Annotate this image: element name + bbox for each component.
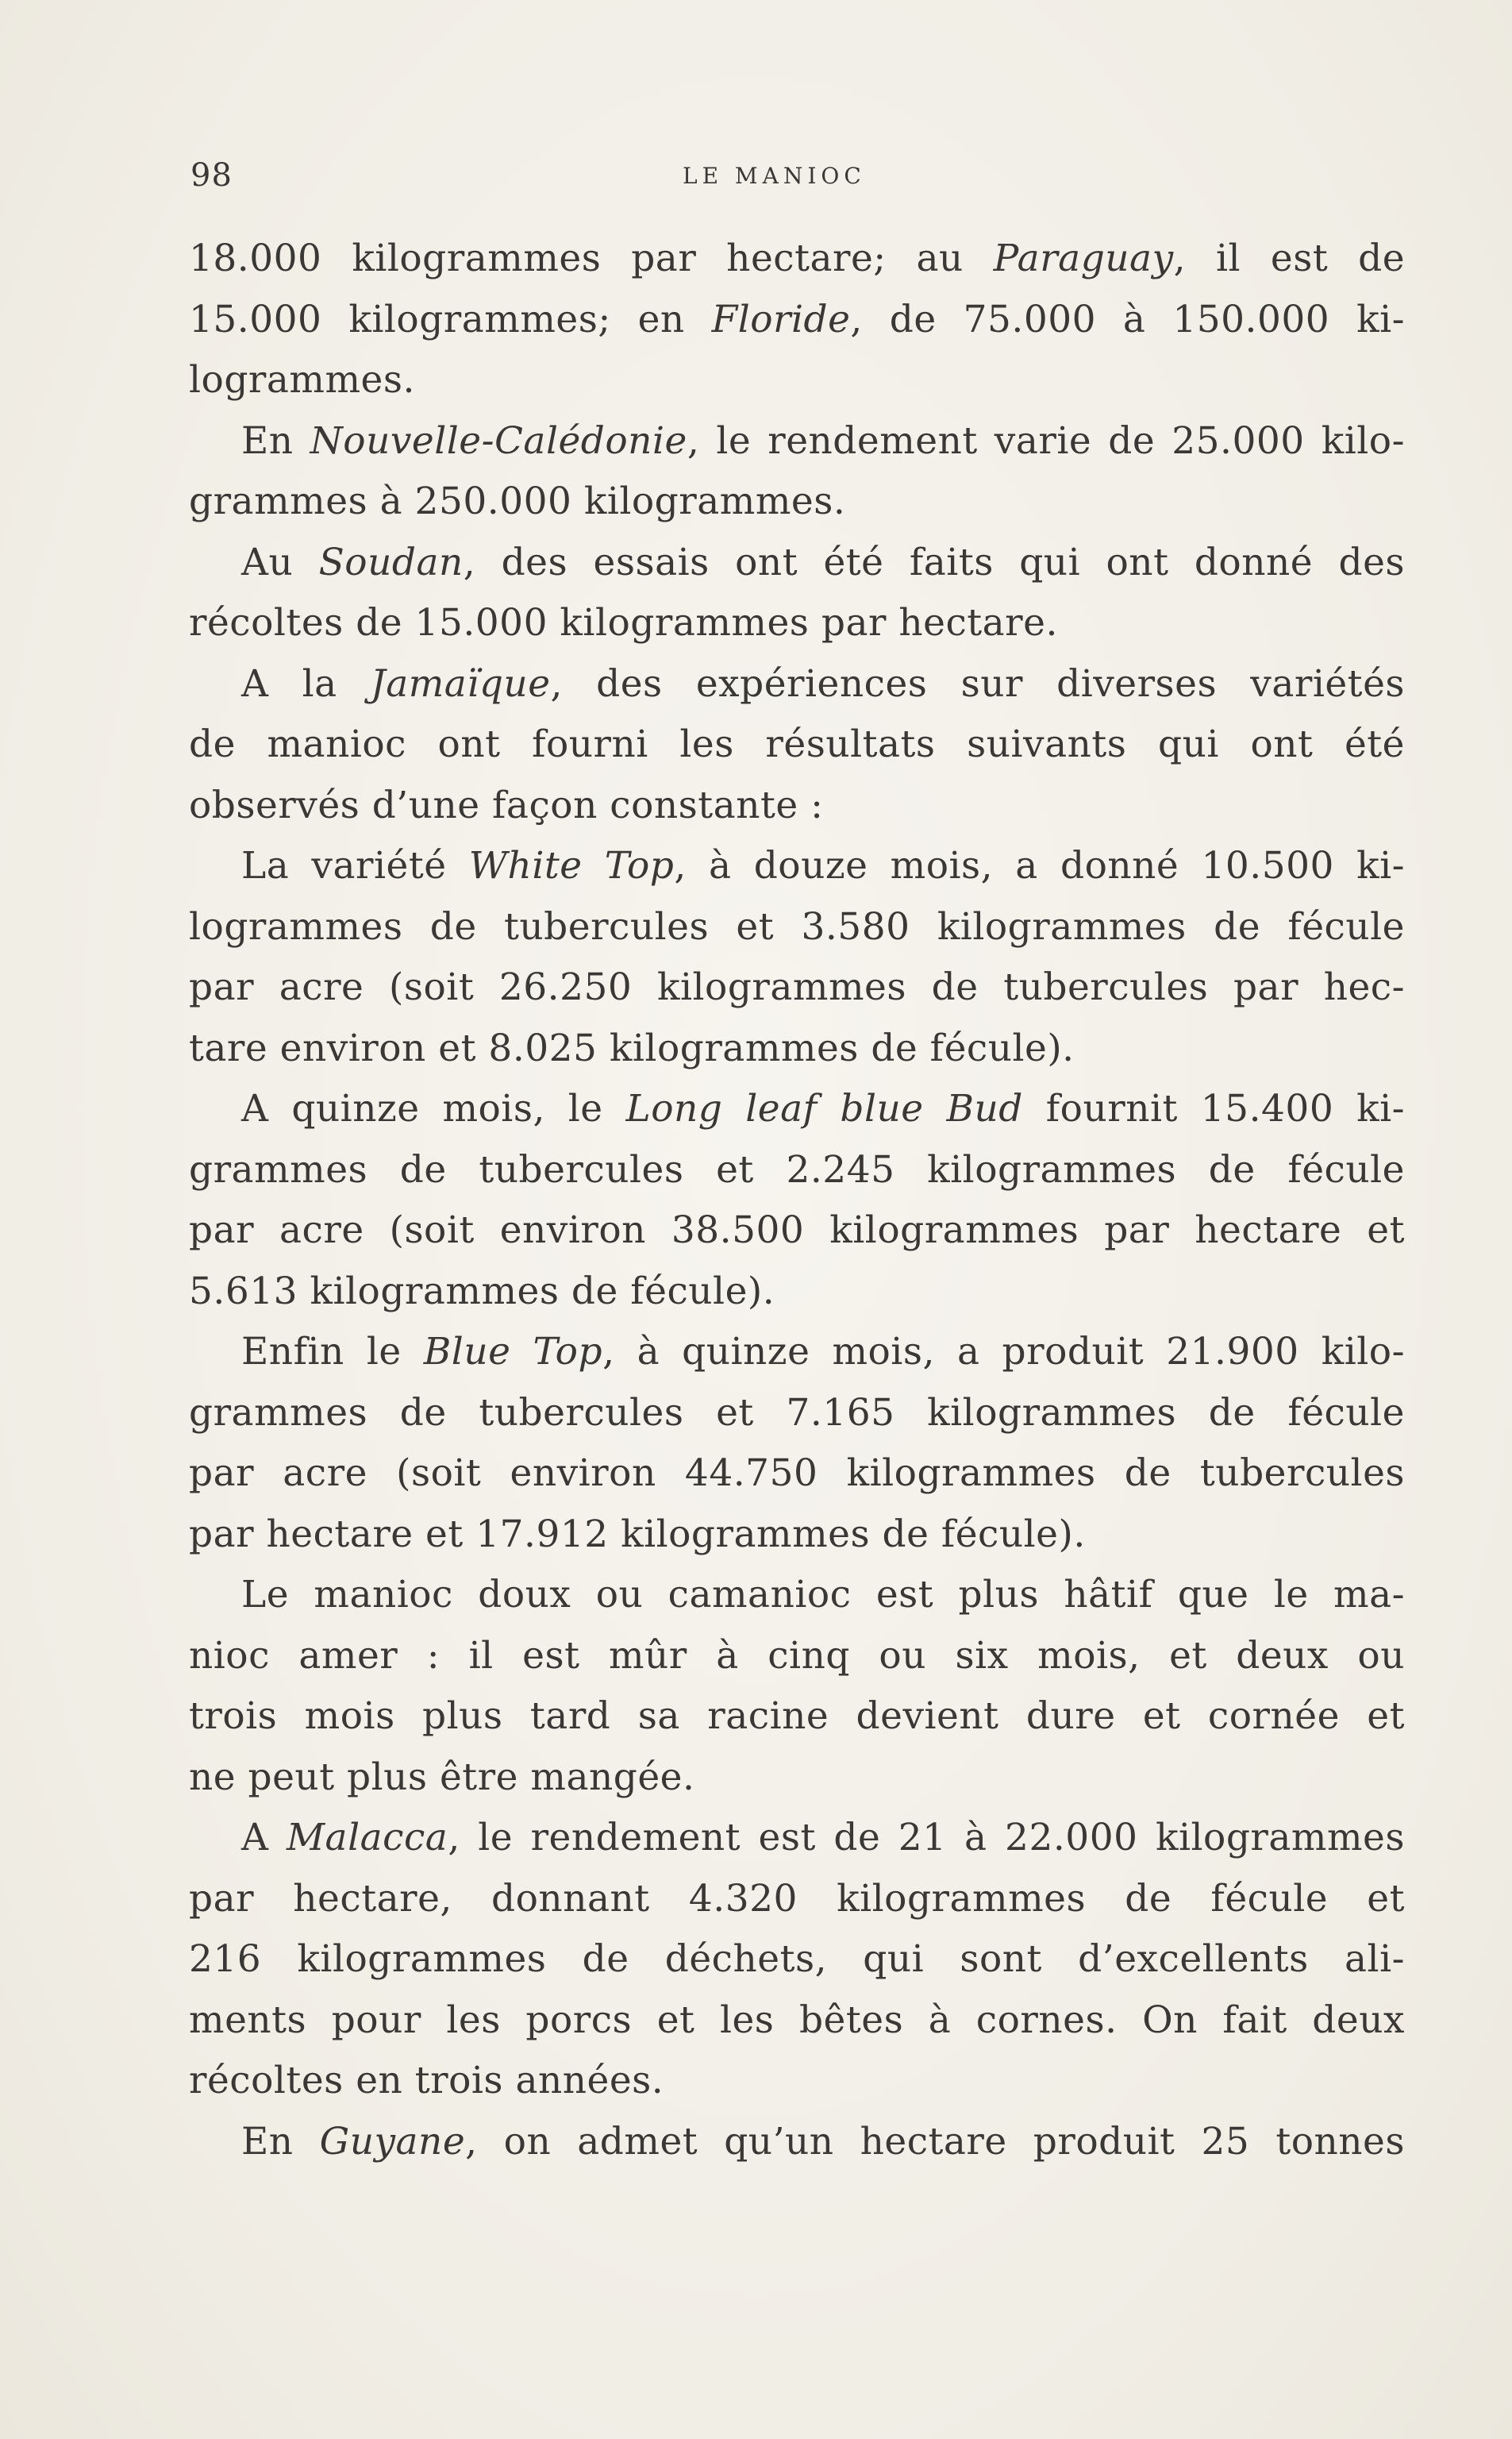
text-segment: observés d’une façon constante : <box>189 783 824 827</box>
text-line <box>189 1140 1405 1201</box>
text-segment: récoltes en trois années. <box>189 2059 664 2102</box>
text-segment: trois mois plus tard sa racine devient dure et cornée et <box>189 1694 1405 1738</box>
text-segment: récoltes de 15.000 kilogrammes par hectare. <box>189 601 1058 645</box>
italic-place-name: White Top <box>468 844 675 888</box>
page-number: 98 <box>190 157 233 194</box>
text-segment: 18.000 kilogrammes par hectare; au <box>189 237 994 280</box>
text-line <box>189 1626 1405 1687</box>
italic-place-name: Malacca <box>286 1816 448 1859</box>
text-line <box>189 776 1405 837</box>
text-line <box>189 1808 1405 1869</box>
text-line <box>189 1322 1405 1383</box>
text-segment: A <box>241 1816 287 1859</box>
text-line <box>189 593 1405 654</box>
text-segment: nioc amer : il est mûr à cinq ou six mois, et deux ou <box>189 1633 1405 1678</box>
text-segment: A quinze mois, le <box>241 1087 626 1131</box>
text-segment: 5.613 kilogrammes de fécule). <box>189 1269 775 1313</box>
text-segment: par hectare, donnant 4.320 kilogrammes de fécule et <box>189 1876 1405 1921</box>
text-segment: logrammes de tubercules et 3.580 kilogrammes de fécule <box>189 904 1405 949</box>
text-line <box>189 411 1405 472</box>
text-line <box>189 1200 1405 1262</box>
text-line <box>189 715 1405 776</box>
italic-place-name: Guyane <box>319 2119 466 2164</box>
text-segment: , le rendement varie de 25.000 kilo- <box>687 418 1405 463</box>
text-line <box>189 1929 1405 1990</box>
text-line <box>189 1262 1405 1323</box>
page-header <box>190 156 1405 195</box>
running-title: LE MANIOC <box>683 163 866 189</box>
text-segment: Enfin le <box>241 1330 424 1374</box>
text-segment: 15.000 kilogrammes; en <box>189 297 712 341</box>
italic-place-name: Blue Top <box>423 1330 603 1374</box>
text-line <box>189 1383 1405 1444</box>
text-line <box>189 957 1405 1019</box>
text-segment: , le rendement est de 21 à 22.000 kilogrammes <box>448 1816 1405 1859</box>
text-line <box>189 1869 1405 1930</box>
text-segment: ne peut plus être mangée. <box>189 1755 695 1799</box>
text-line <box>189 1443 1405 1505</box>
italic-place-name: Soudan <box>318 540 464 584</box>
italic-place-name: Nouvelle-Calédonie <box>310 418 687 463</box>
italic-place-name: Floride <box>711 297 851 341</box>
text-segment: La variété <box>241 844 469 888</box>
text-segment: A la <box>241 661 371 706</box>
body-text <box>189 229 1405 2172</box>
text-line <box>189 1079 1405 1140</box>
text-line <box>189 1565 1405 1626</box>
text-line <box>189 1505 1405 1566</box>
text-line <box>189 897 1405 958</box>
text-line <box>189 2051 1405 2112</box>
text-segment: par acre (soit environ 44.750 kilogrammes de tubercules <box>189 1451 1405 1495</box>
text-segment: logrammes. <box>189 358 415 402</box>
text-segment: , de 75.000 à 150.000 ki- <box>850 297 1406 341</box>
text-segment: par acre (soit 26.250 kilogrammes de tubercules par hec- <box>189 965 1405 1009</box>
text-segment: , on admet qu’un hectare produit 25 tonnes <box>465 2119 1405 2164</box>
text-line <box>189 836 1405 897</box>
text-segment: fournit 15.400 ki- <box>1022 1087 1405 1131</box>
text-segment: grammes à 250.000 kilogrammes. <box>189 480 846 523</box>
text-line <box>189 1019 1405 1080</box>
text-line <box>189 1990 1405 2052</box>
text-segment: par acre (soit environ 38.500 kilogrammes par hectare et <box>189 1208 1405 1252</box>
italic-place-name: Jamaïque <box>370 661 551 706</box>
italic-place-name: Paraguay <box>993 237 1174 280</box>
text-line <box>189 472 1405 533</box>
text-segment: 216 kilogrammes de déchets, qui sont d’excellents ali- <box>189 1937 1405 1981</box>
text-line <box>189 533 1405 594</box>
text-segment: , des expériences sur diverses variétés <box>550 661 1406 706</box>
text-segment: , il est de <box>1173 237 1406 280</box>
text-line <box>189 1686 1405 1747</box>
text-segment: Le manioc doux ou camanioc est plus hâtif que le ma- <box>241 1573 1405 1616</box>
text-segment: grammes de tubercules et 7.165 kilogrammes de fécule <box>189 1390 1405 1435</box>
text-segment: En <box>241 2119 320 2164</box>
text-line <box>189 2112 1405 2173</box>
text-segment: de manioc ont fourni les résultats suivants qui ont été <box>189 722 1405 766</box>
text-segment: Au <box>241 540 319 584</box>
text-segment: grammes de tubercules et 2.245 kilogrammes de fécule <box>189 1147 1405 1192</box>
text-segment: tare environ et 8.025 kilogrammes de fécule). <box>189 1026 1075 1070</box>
text-segment: En <box>241 418 310 463</box>
text-segment: , à quinze mois, a produit 21.900 kilo- <box>602 1330 1405 1374</box>
text-line <box>189 229 1405 290</box>
text-line <box>189 290 1405 351</box>
italic-place-name: Long leaf blue Bud <box>625 1087 1023 1131</box>
text-line <box>189 350 1405 411</box>
text-line <box>189 654 1405 715</box>
text-segment: , des essais ont été faits qui ont donné des <box>463 540 1406 584</box>
text-line <box>189 1747 1405 1809</box>
text-segment: ments pour les porcs et les bêtes à cornes. On fait deux <box>189 1998 1405 2042</box>
text-segment: , à douze mois, a donné 10.500 ki- <box>674 844 1406 888</box>
text-segment: par hectare et 17.912 kilogrammes de fécule). <box>189 1512 1086 1556</box>
